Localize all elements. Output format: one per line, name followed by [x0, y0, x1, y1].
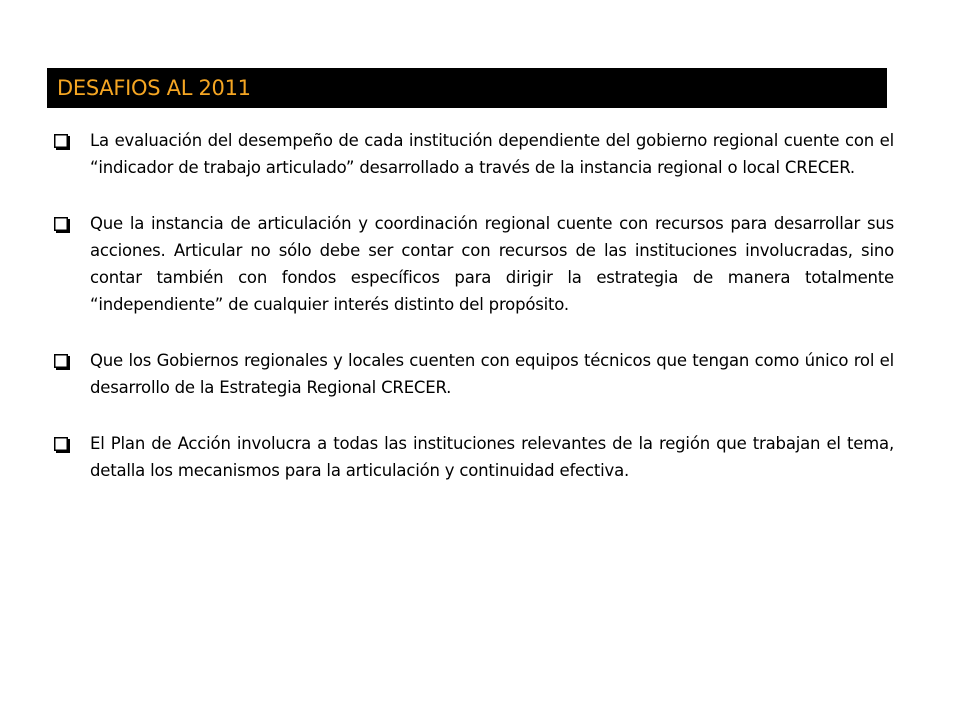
title-bar	[47, 68, 887, 108]
checkbox-square-icon	[54, 217, 70, 233]
checkbox-square-icon	[54, 354, 70, 370]
bullet-text: Que los Gobiernos regionales y locales cuenten con equipos técnicos que tengan como único rol el desarrollo de la Estrategia Regional CRECER.	[90, 351, 894, 397]
bullet-text: La evaluación del desempeño de cada institución dependiente del gobierno regional cuente con el “indicador de trabajo articulado” desarrollado a través de la instancia regional o local CRECER.	[90, 131, 894, 177]
bullet-item	[52, 127, 894, 181]
slide-title: DESAFIOS AL 2011	[57, 76, 251, 100]
checkbox-square-icon	[54, 437, 70, 453]
bullet-text: El Plan de Acción involucra a todas las instituciones relevantes de la región que trabajan el tema, detalla los mecanismos para la articulación y continuidad efectiva.	[90, 434, 894, 480]
bullet-item	[52, 430, 894, 484]
bullet-item	[52, 210, 894, 318]
bullet-list	[52, 127, 894, 513]
bullet-text: Que la instancia de articulación y coordinación regional cuente con recursos para desarrollar sus acciones. Articular no sólo debe ser contar con recursos de las instituciones involucradas, sino contar también con fondos específicos para dirigir la estrategia de manera totalmente “independiente” de cualquier interés distinto del propósito.	[90, 214, 894, 314]
bullet-item	[52, 347, 894, 401]
checkbox-square-icon	[54, 134, 70, 150]
